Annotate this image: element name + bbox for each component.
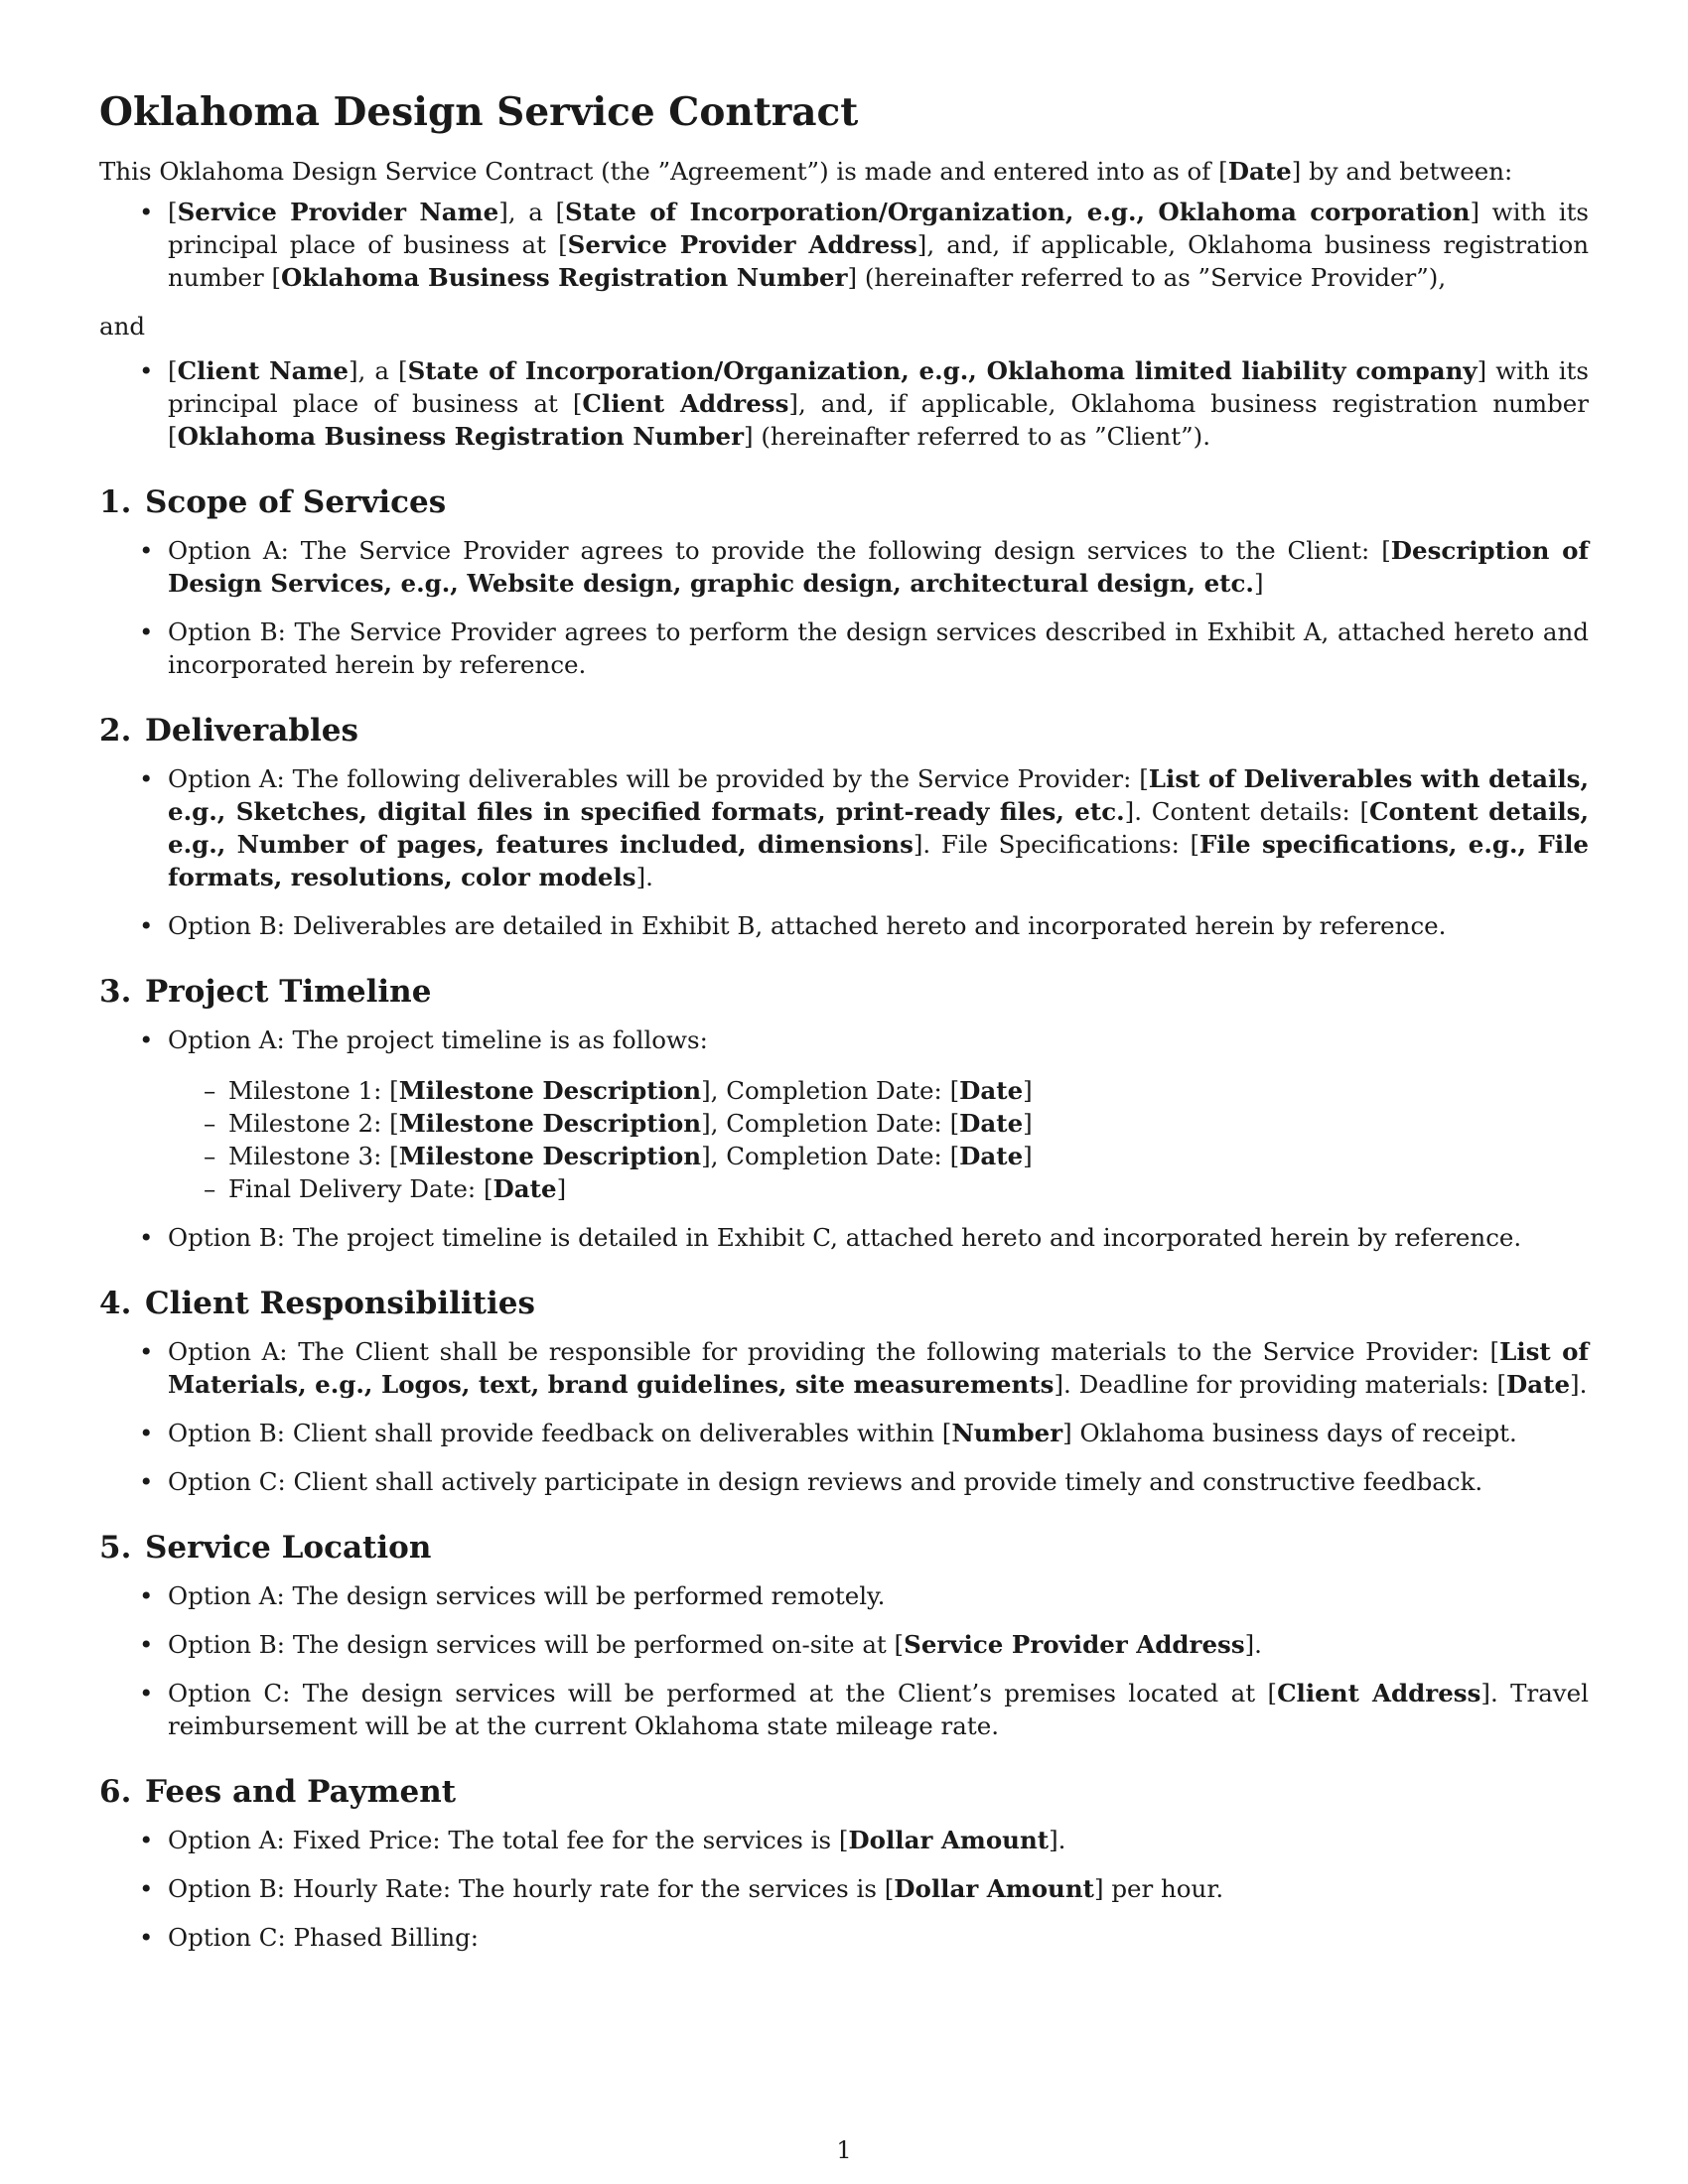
- final-delivery-date: – Final Delivery Date: [Date]: [168, 1172, 1589, 1205]
- milestone-list: [168, 1074, 1589, 1205]
- fees-option-b: • Option B: Hourly Rate: The hourly rate for the services is [Dollar Amount] per hour.: [99, 1872, 1589, 1905]
- service-location-options: [99, 1579, 1589, 1742]
- fees-options: [99, 1824, 1589, 1954]
- document-title: Oklahoma Design Service Contract: [99, 89, 859, 135]
- section-heading-timeline: 3. Project Timeline: [99, 974, 432, 1010]
- page-number: 1: [836, 2136, 852, 2164]
- milestone-1: – Milestone 1: [Milestone Description], Completion Date: [Date]: [168, 1074, 1589, 1107]
- client-resp-option-b: • Option B: Client shall provide feedback on deliverables within [Number] Oklahoma business days of receipt.: [99, 1417, 1589, 1449]
- intro-paragraph: This Oklahoma Design Service Contract (the ”Agreement”) is made and entered into as of [Date] by and between:: [99, 157, 1513, 186]
- timeline-options: [99, 1024, 1589, 1254]
- section-heading-scope: 1. Scope of Services: [99, 484, 447, 520]
- section-heading-deliverables: 2. Deliverables: [99, 713, 358, 749]
- timeline-option-a: • Option A: The project timeline is as follows: – Milestone 1: [Milestone Description], Completion Date: [Date] – Milestone 2: [Milestone Description], Completion Date: [Date] – Milestone 3: [Milestone Description], Completion Date: [Date] – Final Delivery Date: [Date]: [99, 1024, 1589, 1205]
- document-page: [99, 87, 1589, 1970]
- deliverables-option-a: • Option A: The following deliverables will be provided by the Service Provider: [List of Deliverables with details, e.g., Sketches, digital files in specified formats, print-ready files, etc.]. Content details: [Content details, e.g., Number of pages, features included, dimensions]. File Specifications: [File specifications, e.g., File formats, resolutions, color models].: [99, 762, 1589, 893]
- location-option-a: • Option A: The design services will be performed remotely.: [99, 1579, 1589, 1612]
- and-connector: and: [99, 312, 146, 341]
- section-heading-fees: 6. Fees and Payment: [99, 1774, 457, 1810]
- timeline-option-b: • Option B: The project timeline is detailed in Exhibit C, attached hereto and incorporated herein by reference.: [99, 1221, 1589, 1254]
- client-responsibilities-options: [99, 1335, 1589, 1498]
- fees-option-c: • Option C: Phased Billing:: [99, 1921, 1589, 1954]
- deliverables-option-b: • Option B: Deliverables are detailed in Exhibit B, attached hereto and incorporated herein by reference.: [99, 909, 1589, 942]
- party-service-provider: • [Service Provider Name], a [State of Incorporation/Organization, e.g., Oklahoma corporation] with its principal place of business at [Service Provider Address], and, if applicable, Oklahoma business registration number [Oklahoma Business Registration Number] (hereinafter referred to as ”Service Provider”),: [99, 196, 1589, 294]
- party-client: • [Client Name], a [State of Incorporation/Organization, e.g., Oklahoma limited liability company] with its principal place of business at [Client Address], and, if applicable, Oklahoma business registration number [Oklahoma Business Registration Number] (hereinafter referred to as ”Client”).: [99, 354, 1589, 453]
- client-resp-option-a: • Option A: The Client shall be responsible for providing the following materials to the Service Provider: [List of Materials, e.g., Logos, text, brand guidelines, site measurements]. Deadline for providing materials: [Date].: [99, 1335, 1589, 1401]
- milestone-2: – Milestone 2: [Milestone Description], Completion Date: [Date]: [168, 1107, 1589, 1140]
- scope-options: [99, 534, 1589, 681]
- section-heading-client-responsibilities: 4. Client Responsibilities: [99, 1286, 535, 1321]
- fees-option-a: • Option A: Fixed Price: The total fee for the services is [Dollar Amount].: [99, 1824, 1589, 1856]
- scope-option-b: • Option B: The Service Provider agrees to perform the design services described in Exhibit A, attached hereto and incorporated herein by reference.: [99, 615, 1589, 681]
- milestone-3: – Milestone 3: [Milestone Description], Completion Date: [Date]: [168, 1140, 1589, 1172]
- parties-list-provider: [99, 196, 1589, 294]
- parties-list-client: [99, 354, 1589, 453]
- client-resp-option-c: • Option C: Client shall actively participate in design reviews and provide timely and constructive feedback.: [99, 1465, 1589, 1498]
- section-heading-service-location: 5. Service Location: [99, 1530, 432, 1566]
- location-option-b: • Option B: The design services will be performed on-site at [Service Provider Address].: [99, 1628, 1589, 1661]
- location-option-c: • Option C: The design services will be performed at the Client’s premises located at [Client Address]. Travel reimbursement will be at the current Oklahoma state mileage rate.: [99, 1677, 1589, 1742]
- deliverables-options: [99, 762, 1589, 942]
- scope-option-a: • Option A: The Service Provider agrees to provide the following design services to the Client: [Description of Design Services, e.g., Website design, graphic design, architectural design, etc.]: [99, 534, 1589, 600]
